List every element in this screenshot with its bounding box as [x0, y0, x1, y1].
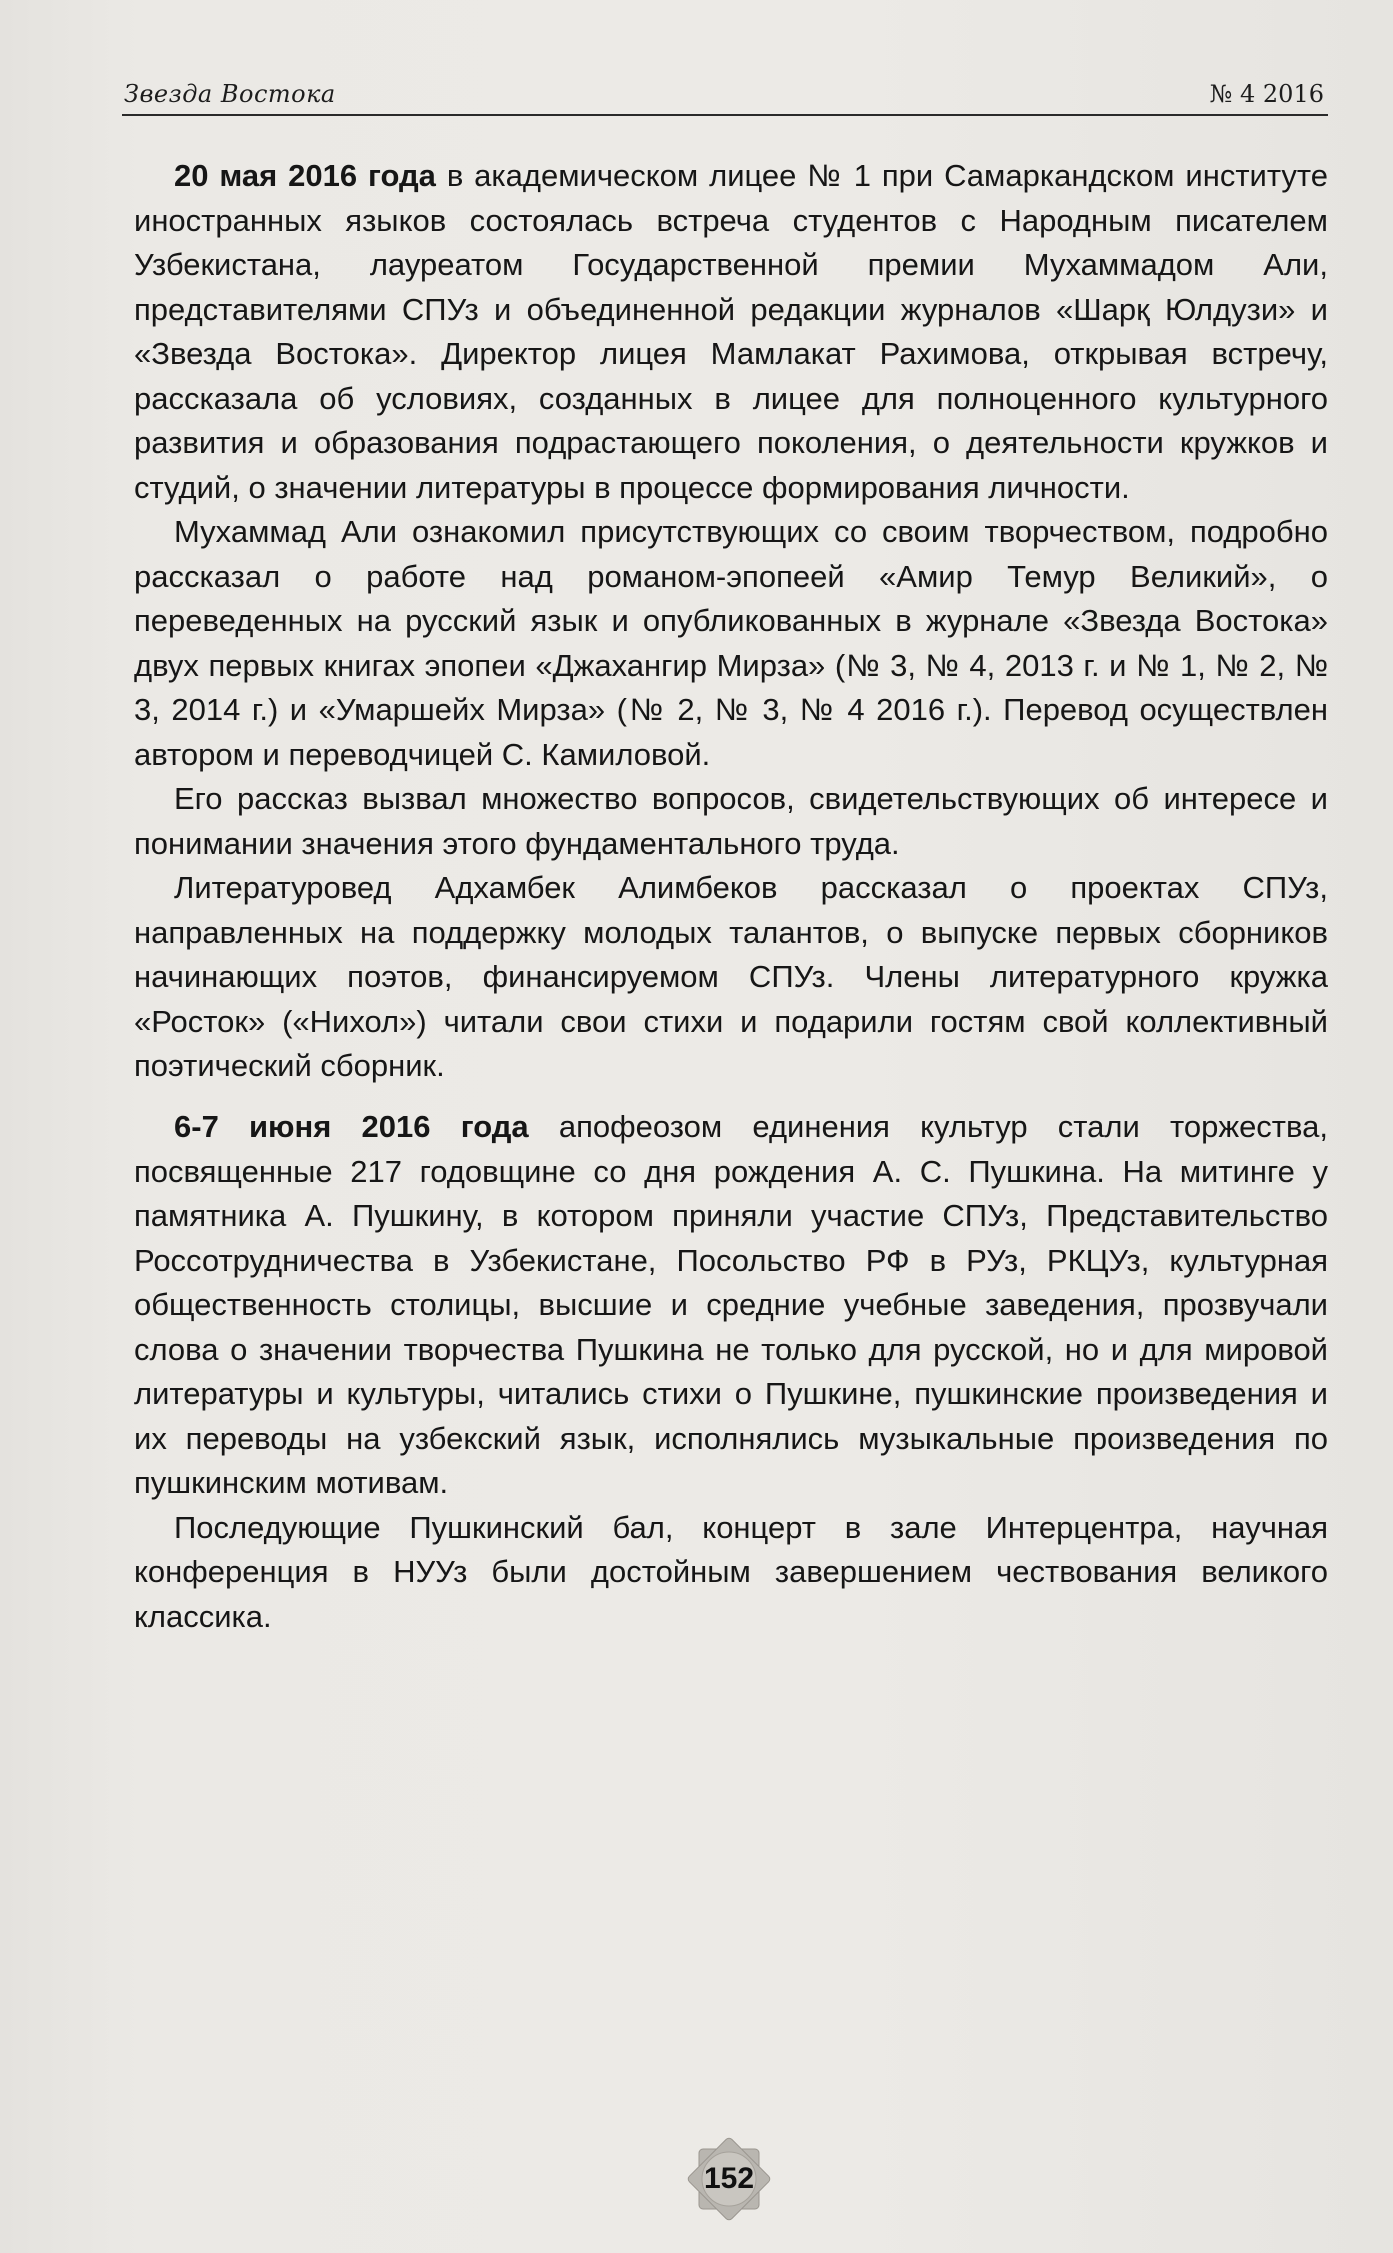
- running-header: [122, 78, 1328, 116]
- paragraph-text: Мухаммад Али ознакомил присутствующих со своим творчеством, подробно рассказал о работе над романом-эпопеей «Амир Темур Великий», о переведенных на русский язык и опубликованных в журнале «Звезда Востока» двух первых книгах эпопеи «Джахангир Мирза» (№ 3, № 4, 2013 г. и № 1, № 2, № 3, 2014 г.) и «Умаршейх Мирза» (№ 2, № 3, № 4 2016 г.). Перевод осуществлен автором и переводчицей С. Камиловой.: [134, 514, 1328, 772]
- paragraph-text: Последующие Пушкинский бал, концерт в зале Интерцентра, научная конференция в НУУз были достойным завершением чествования великого классика.: [134, 1509, 1328, 1634]
- paragraph: [134, 510, 1328, 777]
- article-may-20: [134, 154, 1328, 1089]
- paragraph-text: Его рассказ вызвал множество вопросов, свидетельствующих об интересе и понимании значения этого фундаментального труда.: [134, 781, 1328, 861]
- paragraph: [134, 154, 1328, 510]
- paragraph: [134, 1105, 1328, 1506]
- page-number-badge: [682, 2132, 776, 2226]
- paragraph-text: апофеозом единения культур стали торжества, посвященные 217 годовщине со дня рождения А. С. Пушкина. На митинге у памятника А. Пушкину, в котором приняли участие СПУз, Представительство Россотрудничества в Узбекистане, Посольство РФ в РУз, РКЦУз, культурная общественность столицы, высшие и средние учебные заведения, прозвучали слова о значении творчества Пушкина не только для русской, но и для мировой литературы и культуры, читались стихи о Пушкине, пушкинские произведения и их переводы на узбекский язык, исполнялись музыкальные произведения по пушкинским мотивам.: [134, 1109, 1328, 1500]
- paragraph-text: Литературовед Адхамбек Алимбеков рассказал о проектах СПУз, направленных на поддержку молодых талантов, о выпуске первых сборников начинающих поэтов, финансируемом СПУз. Члены литературного кружка «Росток» («Нихол») читали свои стихи и подарили гостям свой коллективный поэтический сборник.: [134, 870, 1328, 1083]
- paragraph-text: в академическом лицее № 1 при Самаркандском институте иностранных языков состоялась встреча студентов с Народным писателем Узбекистана, лауреатом Государственной премии Мухаммадом Али, представителями СПУз и объединенной редакции журналов «Шарқ Юлдузи» и «Звезда Востока». Директор лицея Мамлакат Рахимова, открывая встречу, рассказала об условиях, созданных в лицее для полноценного культурного развития и образования подрастающего поколения, о деятельности кружков и студий, о значении литературы в процессе формирования личности.: [134, 158, 1328, 505]
- paragraph: [134, 866, 1328, 1089]
- page-number: 152: [703, 2162, 755, 2195]
- date-lead: 20 мая 2016 года: [174, 158, 436, 193]
- date-lead: 6-7 июня 2016 года: [174, 1109, 529, 1144]
- article-june-6-7: [134, 1105, 1328, 1639]
- journal-title: Звезда Востока: [124, 80, 336, 108]
- paragraph: [134, 1506, 1328, 1640]
- paragraph: [134, 777, 1328, 866]
- issue-number: № 4 2016: [1209, 80, 1324, 108]
